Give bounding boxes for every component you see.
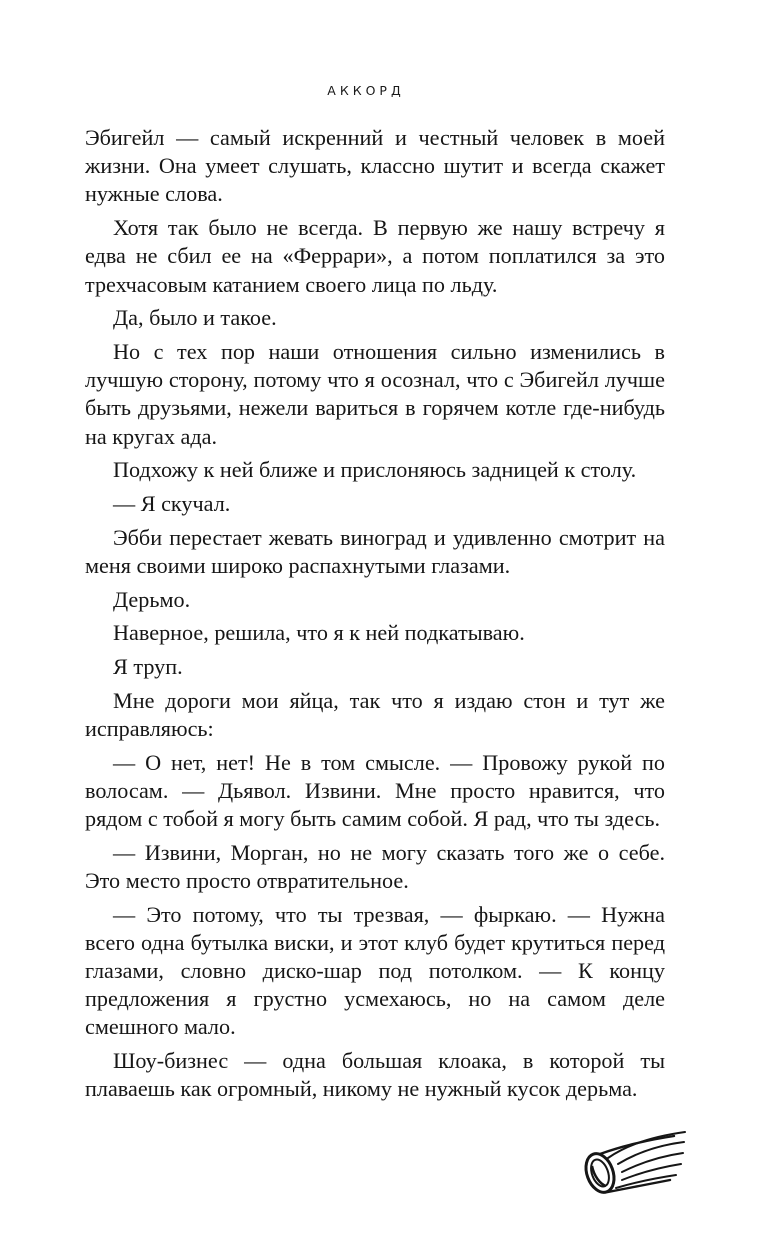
paragraph-11: Мне дороги мои яйца, так что я издаю стон и тут же исправляюсь: — [85, 687, 665, 741]
paragraph-3: Да, было и такое. — [113, 305, 277, 331]
paragraph-13: — Извини, Морган, но не могу сказать того же о себе. Это место просто отвратительное. — [85, 839, 665, 893]
paragraph-5: Подхожу к ней ближе и прислоняюсь задницей к столу. — [113, 457, 637, 483]
running-head: АККОРД — [327, 83, 405, 98]
paragraph-2: Хотя так было не всегда. В первую же нашу встречу я едва не сбил ее на «Феррари», а потом поплатился за это трехчасовым катанием своего лица по льду. — [85, 215, 665, 297]
paragraph-1: Эбигейл — самый искренний и честный человек в моей жизни. Она умеет слушать, классно шутит и всегда скажет нужные слова. — [85, 125, 665, 207]
paragraph-8: Дерьмо. — [113, 586, 191, 612]
paragraph-6: — Я скучал. — [113, 490, 231, 516]
paragraph-12: — О нет, нет! Не в том смысле. — Провожу рукой по волосам. — Дьявол. Извини. Мне просто нравится, что рядом с тобой я могу быть самим собой. Я рад, что ты здесь. — [85, 749, 665, 831]
paragraph-14: — Это потому, что ты трезвая, — фыркаю. — Нужна всего одна бутылка виски, и этот клуб будет крутиться перед глазами, словно диско-шар под потолком. — К концу предложения я грустно усмехаюсь, но на самом деле смешного мало. — [85, 901, 665, 1040]
paragraph-7: Эбби перестает жевать виноград и удивленно смотрит на меня своими широко распахнутыми глазами. — [85, 524, 665, 578]
body-text — [85, 124, 665, 1109]
paragraph-10: Я труп. — [113, 653, 183, 679]
paragraph-15: Шоу-бизнес — одна большая клоака, в которой ты плаваешь как огромный, никому не нужный кусок дерьма. — [85, 1048, 665, 1102]
paragraph-9: Наверное, решила, что я к ней подкатываю. — [113, 620, 525, 646]
hockey-puck-icon — [578, 1128, 688, 1198]
paragraph-4: Но с тех пор наши отношения сильно изменились в лучшую сторону, потому что я осознал, что с Эбигейл лучше быть друзьями, нежели вариться в горячем котле где-нибудь на кругах ада. — [85, 338, 665, 449]
